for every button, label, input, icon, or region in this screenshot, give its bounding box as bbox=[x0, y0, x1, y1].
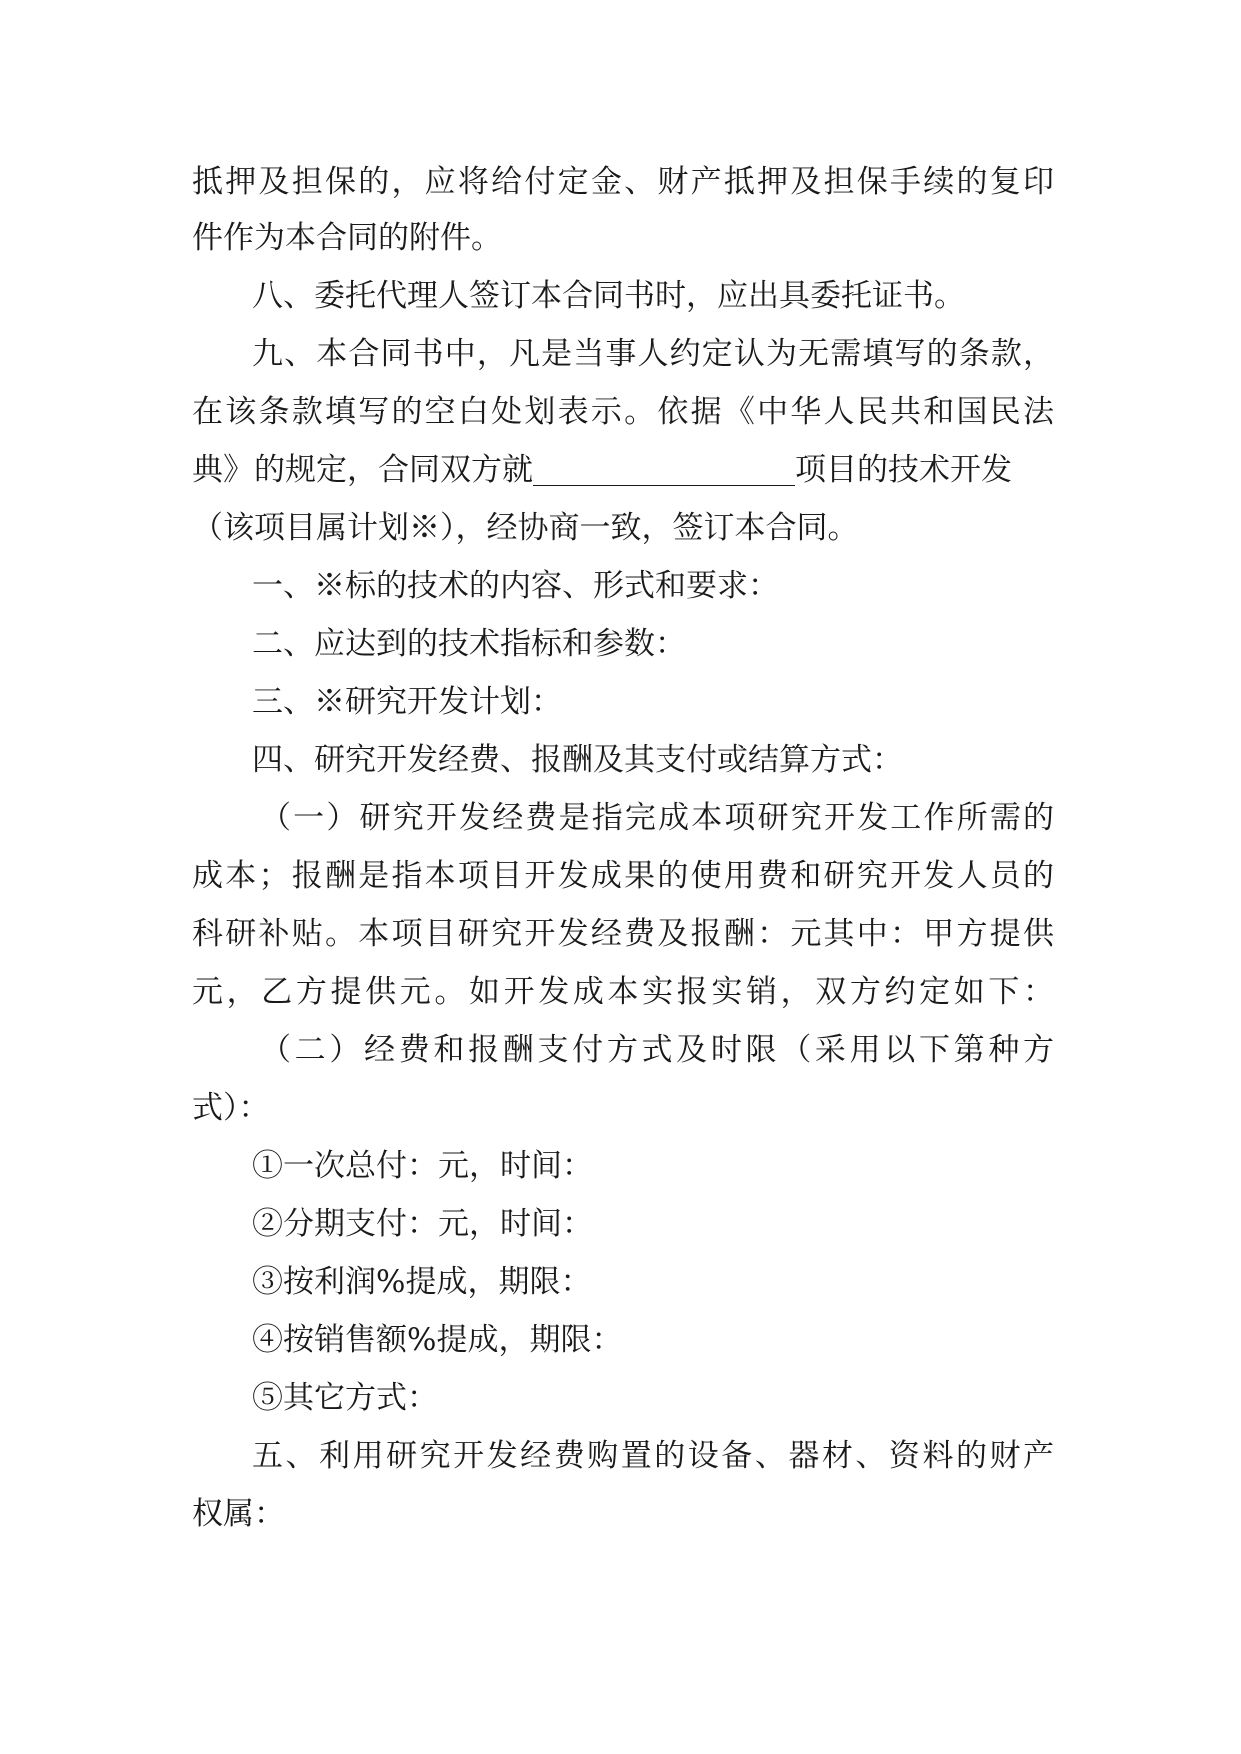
text-line: ③按利润%提成，期限： bbox=[252, 1264, 592, 1300]
text-line: ②分期支付：元，时间： bbox=[252, 1206, 593, 1242]
text-line: 九、本合同书中，凡是当事人约定认为无需填写的条款， bbox=[252, 336, 1054, 372]
text-line: 元，乙方提供元。如开发成本实报实销，双方约定如下： bbox=[192, 974, 1054, 1010]
text-segment: 项目的技术开发 bbox=[795, 452, 1012, 488]
text-line: 二、应达到的技术指标和参数： bbox=[252, 626, 686, 662]
text-line: 在该条款填写的空白处划表示。依据《中华人民共和国民法 bbox=[192, 394, 1054, 430]
text-line: 成本；报酬是指本项目开发成果的使用费和研究开发人员的 bbox=[192, 858, 1054, 894]
text-line: 权属： bbox=[192, 1496, 285, 1532]
text-line: （二）经费和报酬支付方式及时限（采用以下第种方 bbox=[260, 1032, 1054, 1068]
text-line: （该项目属计划※），经协商一致，签订本合同。 bbox=[192, 510, 859, 546]
fill-in-blank[interactable] bbox=[533, 451, 795, 486]
text-segment: 典》的规定，合同双方就 bbox=[192, 452, 533, 488]
text-line: 件作为本合同的附件。 bbox=[192, 220, 502, 256]
text-line: 抵押及担保的，应将给付定金、财产抵押及担保手续的复印 bbox=[192, 164, 1054, 200]
text-line: ①一次总付：元，时间： bbox=[252, 1148, 593, 1184]
text-line: 三、※研究开发计划： bbox=[252, 684, 562, 720]
text-line: 八、委托代理人签订本合同书时，应出具委托证书。 bbox=[252, 278, 965, 314]
text-line: 五、利用研究开发经费购置的设备、器材、资料的财产 bbox=[252, 1438, 1054, 1474]
text-line: 科研补贴。本项目研究开发经费及报酬：元其中：甲方提供 bbox=[192, 916, 1054, 952]
text-line: ④按销售额%提成，期限： bbox=[252, 1322, 623, 1358]
text-line: ⑤其它方式： bbox=[252, 1380, 438, 1416]
text-line: 四、研究开发经费、报酬及其支付或结算方式： bbox=[252, 742, 903, 778]
text-line: 一、※标的技术的内容、形式和要求： bbox=[252, 568, 779, 604]
text-line: 式）： bbox=[192, 1090, 270, 1126]
text-line: （一）研究开发经费是指完成本项研究开发工作所需的 bbox=[260, 800, 1054, 836]
text-line-with-blank bbox=[192, 446, 1012, 494]
